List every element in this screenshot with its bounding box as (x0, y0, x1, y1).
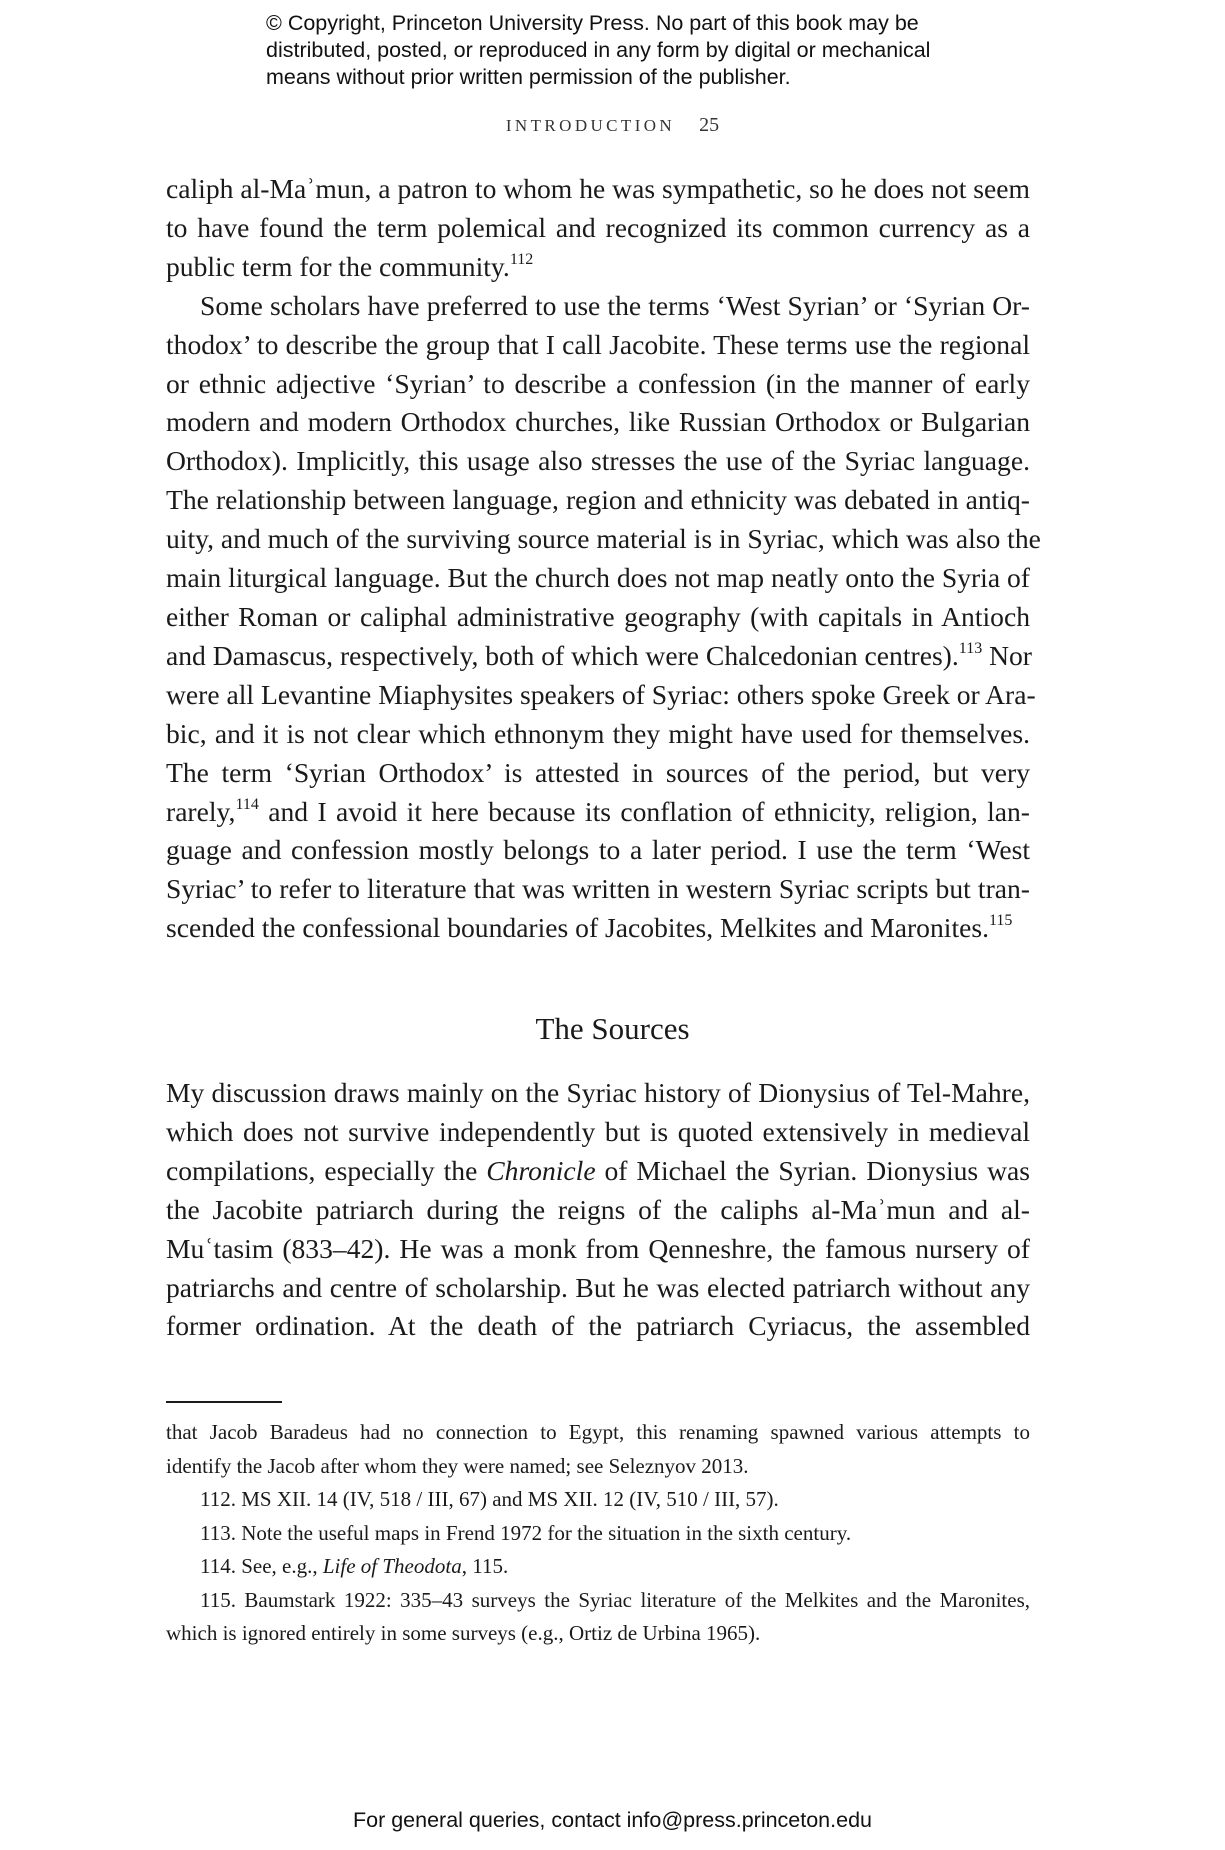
footnote-continued (166, 1416, 1030, 1483)
footnote-113: 113. Note the useful maps in Frend 1972 for the situation in the sixth century. (200, 1520, 852, 1545)
paragraph (166, 287, 1041, 948)
italic-title: Chronicle (486, 1154, 596, 1186)
text-run: and Damascus, respectively, both of which were Chalcedonian centres). (166, 639, 959, 671)
footnote-ref-113[interactable]: 113 (958, 639, 983, 657)
footnote-112: 112. MS XII. 14 (IV, 518 / III, 67) and MS XII. 12 (IV, 510 / III, 57). (200, 1487, 779, 1511)
text-line: The relationship between language, region and ethnicity was debated in antiq- (166, 484, 1030, 516)
text-line: guage and confession mostly belongs to a later period. I use the term ‘West (166, 834, 1030, 866)
text-line: uity, and much of the surviving source material is in Syriac, which was also the (166, 523, 1041, 555)
footnote-ref-115[interactable]: 115 (989, 912, 1013, 930)
text-line: which does not survive independently but is quoted extensively in medieval (166, 1115, 1030, 1147)
footnotes (166, 1416, 1030, 1651)
text-line: patriarchs and centre of scholarship. But he was elected patriarch without any (166, 1271, 1030, 1303)
text-run: rarely, (166, 795, 236, 827)
text-run: public term for the community. (166, 250, 510, 282)
text-line: My discussion draws mainly on the Syriac history of Dionysius of Tel-Mahre, (166, 1077, 1030, 1108)
text-line (166, 637, 1030, 676)
footnote-line: which is ignored entirely in some surveys (e.g., Ortiz de Urbina 1965). (166, 1621, 761, 1645)
text-run: scended the confessional boundaries of Jacobites, Melkites and Maronites. (166, 912, 989, 944)
footnote-114 (166, 1550, 1030, 1584)
copyright-line: © Copyright, Princeton University Press. No part of this book may be (266, 11, 919, 35)
page-number: 25 (699, 114, 720, 136)
text-line: caliph al-Maʾmun, a patron to whom he was sympathetic, so he does not seem (166, 173, 1030, 204)
footnote-line: 115. Baumstark 1922: 335–43 surveys the Syriac literature of the Melkites and the Maronites, (200, 1587, 1030, 1612)
copyright-line: means without prior written permission of the publisher. (266, 65, 791, 89)
text-line: The term ‘Syrian Orthodox’ is attested in sources of the period, but very (166, 756, 1030, 788)
footnote-ref-112[interactable]: 112 (509, 250, 534, 268)
text-line: former ordination. At the death of the patriarch Cyriacus, the assembled (166, 1310, 1030, 1342)
running-head-title: INTRODUCTION (505, 116, 676, 135)
footnote-separator (166, 1401, 282, 1403)
text-line: Some scholars have preferred to use the terms ‘West Syrian’ or ‘Syrian Or- (200, 289, 1030, 321)
text-run: compilations, especially the (166, 1154, 487, 1186)
footnote-115 (166, 1584, 1030, 1651)
text-line: main liturgical language. But the church does not map neatly onto the Syria of (166, 562, 1030, 594)
text-run: Nor (982, 639, 1032, 671)
text-line (166, 248, 1030, 287)
text-line: bic, and it is not clear which ethnonym they might have used for themselves. (166, 717, 1030, 749)
text-run: and I avoid it here because its conflation of ethnicity, religion, lan- (258, 795, 1030, 827)
copyright-line: distributed, posted, or reproduced in any form by digital or mechanical (266, 38, 931, 62)
footer-contact: For general queries, contact info@press.princeton.edu (352, 1808, 872, 1832)
text-line (166, 793, 1030, 832)
footnote-line: that Jacob Baradeus had no connection to Egypt, this renaming spawned various attempts to (166, 1420, 1030, 1444)
text-run: , 115. (461, 1554, 509, 1578)
text-line (166, 1152, 1030, 1191)
text-line (166, 909, 1030, 948)
text-line: modern and modern Orthodox churches, like Russian Orthodox or Bulgarian (166, 406, 1030, 438)
paragraph (166, 170, 1030, 287)
running-head (0, 114, 1225, 137)
text-line: Syriac’ to refer to literature that was written in western Syriac scripts but tran- (166, 873, 1030, 905)
text-run: of Michael the Syrian. Dionysius was (595, 1154, 1030, 1186)
text-line: or ethnic adjective ‘Syrian’ to describe a confession (in the manner of early (166, 367, 1030, 399)
body-text (166, 170, 1041, 948)
section-heading: The Sources (535, 1011, 690, 1046)
footnote-line: identify the Jacob after whom they were named; see Seleznyov 2013. (166, 1453, 749, 1478)
footnote-ref-114[interactable]: 114 (235, 795, 259, 813)
text-line: Muʿtasim (833–42). He was a monk from Qenneshre, the famous nursery of (166, 1232, 1030, 1264)
copyright-notice (266, 10, 1026, 91)
text-line: thodox’ to describe the group that I call Jacobite. These terms use the regional (166, 328, 1030, 360)
text-line: were all Levantine Miaphysites speakers of Syriac: others spoke Greek or Ara- (166, 678, 1036, 710)
text-run: 114. See, e.g., (200, 1554, 323, 1578)
text-line: either Roman or caliphal administrative geography (with capitals in Antioch (166, 600, 1030, 632)
text-line: Orthodox). Implicitly, this usage also stresses the use of the Syriac language. (166, 445, 1030, 477)
italic-title: Life of Theodota (322, 1554, 462, 1578)
section-body (166, 1074, 1030, 1346)
text-line: to have found the term polemical and recognized its common currency as a (166, 211, 1030, 243)
text-line: the Jacobite patriarch during the reigns of the caliphs al-Maʾmun and al- (166, 1193, 1030, 1225)
